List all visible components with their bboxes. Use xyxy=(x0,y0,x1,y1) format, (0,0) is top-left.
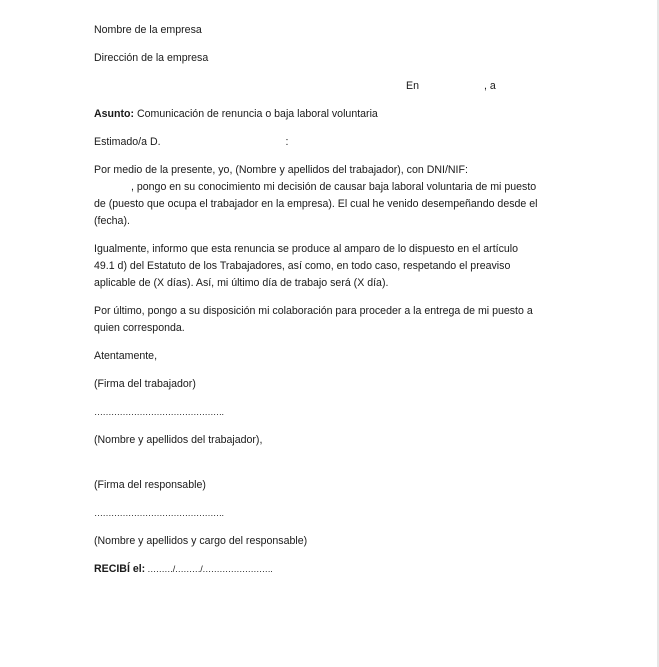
greeting: Estimado/a D. xyxy=(94,136,161,148)
subject-text: Comunicación de renuncia o baja laboral voluntaria xyxy=(134,108,378,120)
paragraph-resignation xyxy=(94,162,564,230)
company-address: Dirección de la empresa xyxy=(94,52,209,64)
p1-line1: Por medio de la presente, yo, (Nombre y apellidos del trabajador), con DNI/NIF: xyxy=(94,164,468,176)
received-line xyxy=(94,561,564,578)
subject-line xyxy=(94,106,564,123)
greeting-colon: : xyxy=(285,136,289,148)
paragraph-legal xyxy=(94,241,564,292)
received-value: ………/………/……………………. xyxy=(145,564,273,574)
p3-line2: quien corresponda. xyxy=(94,322,185,334)
paragraph-handover xyxy=(94,303,564,337)
worker-signature-line: ………………………………………. xyxy=(94,407,224,417)
subject-label: Asunto: xyxy=(94,108,135,120)
p3-line1: Por último, pongo a su disposición mi colaboración para proceder a la entrega de mi puesto a xyxy=(94,305,533,317)
spacer xyxy=(94,460,564,477)
p2-line2: 49.1 d) del Estatuto de los Trabajadores, así como, en todo caso, respetando el preaviso xyxy=(94,260,511,272)
manager-signature-label: (Firma del responsable) xyxy=(94,479,206,491)
greeting-line xyxy=(94,134,564,151)
place-date-line xyxy=(94,78,564,95)
company-name: Nombre de la empresa xyxy=(94,24,202,36)
p2-line3: aplicable de (X días). Así, mi último día de trabajo será (X día). xyxy=(94,277,389,289)
letter-body xyxy=(94,22,564,589)
p1-line3: de (puesto que ocupa el trabajador en la empresa). El cual he venido desempeñando desde el xyxy=(94,198,538,210)
place-prefix: En xyxy=(406,80,419,92)
manager-name-label: (Nombre y apellidos y cargo del responsable) xyxy=(94,535,308,547)
p1-line2: , pongo en su conocimiento mi decisión de causar baja laboral voluntaria de mi puesto xyxy=(131,181,537,193)
place-suffix: , a xyxy=(484,80,496,92)
p1-line4: (fecha). xyxy=(94,215,130,227)
manager-signature-line: ………………………………………. xyxy=(94,508,224,518)
closing: Atentamente, xyxy=(94,350,158,362)
worker-name-label: (Nombre y apellidos del trabajador), xyxy=(94,434,263,446)
p2-line1: Igualmente, informo que esta renuncia se produce al amparo de lo dispuesto en el artículo xyxy=(94,243,519,255)
received-label: RECIBÍ el: xyxy=(94,563,146,575)
worker-signature-label: (Firma del trabajador) xyxy=(94,378,196,390)
